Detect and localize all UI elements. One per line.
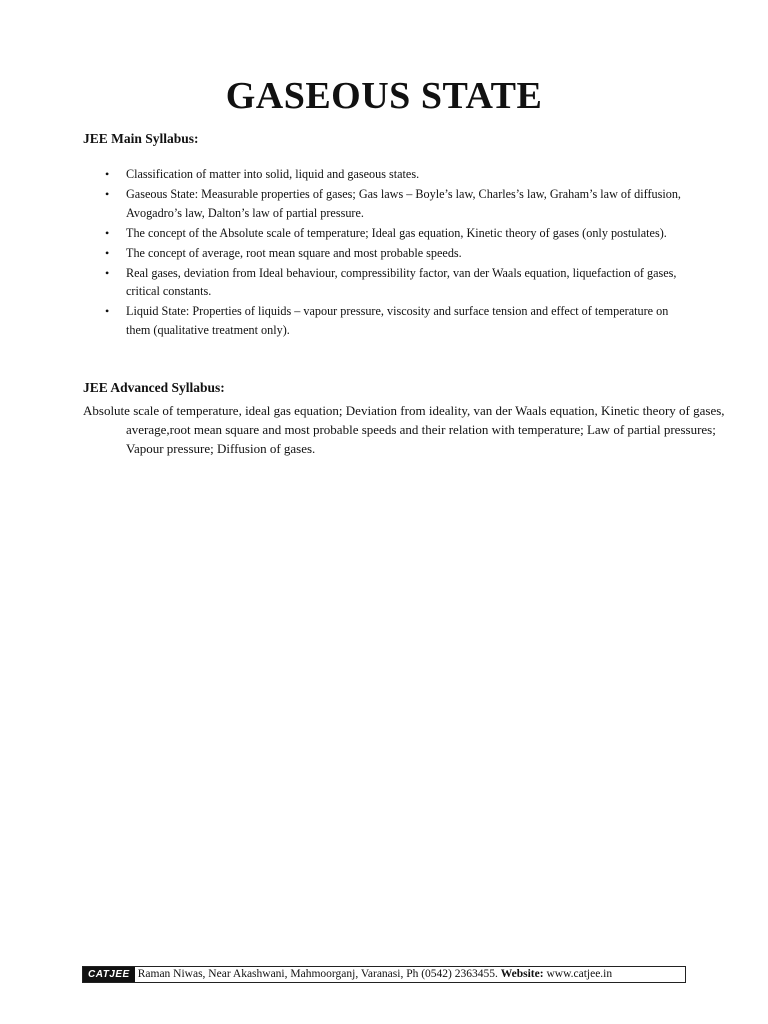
main-syllabus-heading: JEE Main Syllabus: — [83, 131, 199, 146]
footer-website-label: Website: — [500, 968, 544, 980]
bullet-icon: • — [105, 245, 110, 260]
list-item-text: The concept of average, root mean square and most probable speeds. — [126, 245, 462, 260]
bullet-icon: • — [105, 225, 110, 240]
list-item-text: Liquid State: Properties of liquids – vapour pressure, viscosity and surface tension and effect of temperature on them (qualitative treatment only). — [126, 304, 669, 337]
advanced-syllabus-text: Absolute scale of temperature, ideal gas equation; Deviation from ideality, van der Waals equation, Kinetic theory of gases, average,root mean square and most probable speeds and their relation with temperature; Law of partial pressures; Vapour pressure; Diffusion of gases. — [83, 403, 725, 456]
bullet-icon: • — [105, 167, 110, 181]
bullet-icon: • — [105, 265, 110, 280]
list-item — [83, 165, 683, 184]
list-item-text: Gaseous State: Measurable properties of gases; Gas laws – Boyle’s law, Charles’s law, Graham’s law of diffusion, Avogadro’s law, Dalton’s law of partial pressure. — [126, 187, 681, 220]
bullet-icon: • — [105, 304, 110, 318]
list-item-text: The concept of the Absolute scale of temperature; Ideal gas equation, Kinetic theory of gases (only postulates). — [126, 225, 667, 240]
list-item-text: Classification of matter into solid, liquid and gaseous states. — [126, 167, 420, 181]
footer-text — [138, 967, 612, 982]
advanced-syllabus-heading: JEE Advanced Syllabus: — [83, 380, 225, 395]
list-item — [83, 185, 683, 222]
bullet-icon: • — [105, 187, 110, 201]
footer-bar — [82, 966, 686, 983]
main-syllabus-list — [83, 165, 683, 341]
list-item — [83, 244, 683, 263]
list-item-text: Real gases, deviation from Ideal behaviour, compressibility factor, van der Waals equation, liquefaction of gases, critical constants. — [126, 265, 677, 298]
footer-website-link[interactable]: www.catjee.in — [546, 968, 613, 980]
footer-address: Raman Niwas, Near Akashwani, Mahmoorganj, Varanasi, Ph (0542) 2363455. — [137, 968, 498, 980]
page-title: GASEOUS STATE — [225, 75, 543, 117]
list-item — [83, 302, 683, 339]
list-item — [83, 264, 683, 301]
list-item — [83, 224, 683, 243]
catjee-logo: CATJEE — [83, 967, 135, 982]
